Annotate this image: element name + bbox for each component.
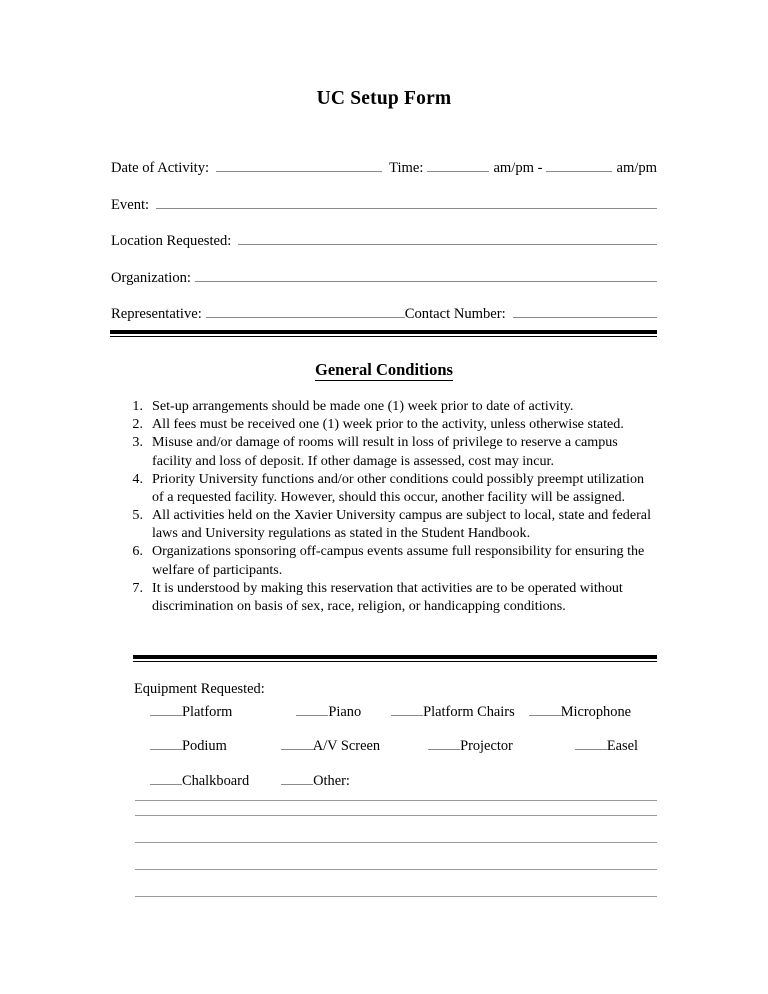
equipment-option-projector[interactable]	[428, 737, 513, 756]
divider-rule-middle	[133, 655, 657, 662]
list-item-text: All fees must be received one (1) week prior to the activity, unless otherwise stated.	[152, 416, 624, 433]
equipment-label: Chalkboard	[182, 773, 250, 790]
equipment-label: Microphone	[560, 703, 632, 720]
divider-rule-top	[110, 330, 657, 337]
equipment-checkbox-blank[interactable]	[281, 737, 313, 751]
equipment-section	[134, 681, 657, 790]
notes-writing-lines	[135, 793, 657, 897]
notes-line[interactable]	[135, 800, 657, 801]
general-conditions-list	[128, 397, 658, 615]
list-item-number: 7.	[132, 579, 143, 596]
equipment-label: Platform	[182, 703, 233, 720]
list-item	[128, 433, 658, 469]
equipment-option-chalkboard[interactable]	[150, 771, 249, 790]
list-item	[128, 415, 658, 433]
field-row-location	[111, 231, 657, 251]
contact-number-label: Contact Number:	[404, 306, 506, 323]
time-label: Time:	[389, 159, 424, 176]
page-title: UC Setup Form	[316, 88, 452, 109]
list-item-number: 2.	[132, 416, 143, 433]
list-item-number: 5.	[132, 507, 143, 524]
list-item-text: All activities held on the Xavier University campus are subject to local, state and federal laws and University regulations as stated in the Student Handbook.	[152, 507, 651, 542]
list-item-number: 4.	[132, 470, 143, 487]
ampm-start-label: am/pm -	[493, 159, 543, 176]
equipment-checkbox-blank[interactable]	[428, 737, 460, 751]
list-item-number: 3.	[132, 434, 143, 451]
equipment-option-microphone[interactable]	[529, 702, 631, 721]
event-blank[interactable]	[156, 195, 657, 209]
equipment-option-podium[interactable]	[150, 737, 227, 756]
location-requested-label: Location Requested:	[111, 233, 232, 250]
equipment-option-av-screen[interactable]	[281, 737, 380, 756]
contact-number-blank[interactable]	[513, 305, 657, 319]
equipment-option-platform-chairs[interactable]	[391, 702, 515, 721]
notes-line[interactable]	[135, 896, 657, 897]
equipment-label: Other:	[313, 773, 350, 790]
notes-line[interactable]	[135, 869, 657, 870]
equipment-label: A/V Screen	[312, 738, 381, 755]
ampm-end-label: am/pm	[616, 159, 658, 176]
equipment-checkbox-blank[interactable]	[529, 702, 561, 716]
field-row-representative	[111, 305, 657, 325]
list-item-text: It is understood by making this reservation that activities are to be operated without discrimination on basis of sex, race, religion, or handicapping conditions.	[152, 579, 623, 614]
equipment-label: Platform Chairs	[423, 703, 515, 720]
equipment-checkbox-blank[interactable]	[150, 702, 182, 716]
equipment-row-3	[134, 771, 657, 790]
representative-label: Representative:	[111, 306, 202, 323]
general-conditions-heading-text: General Conditions	[315, 360, 453, 379]
time-start-blank[interactable]	[427, 158, 489, 172]
event-label: Event:	[111, 196, 150, 213]
equipment-label: Podium	[182, 738, 227, 755]
equipment-label: Easel	[606, 738, 638, 755]
field-row-event	[111, 195, 657, 215]
list-item-number: 6.	[132, 543, 143, 560]
equipment-checkbox-blank[interactable]	[575, 737, 607, 751]
organization-blank[interactable]	[195, 268, 657, 282]
list-item	[128, 397, 658, 415]
equipment-option-easel[interactable]	[575, 737, 638, 756]
general-conditions-heading	[0, 360, 768, 380]
notes-line[interactable]	[135, 815, 657, 816]
equipment-option-other[interactable]	[281, 771, 350, 790]
list-item-number: 1.	[132, 398, 143, 414]
organization-label: Organization:	[111, 269, 191, 286]
equipment-label: Projector	[460, 738, 513, 755]
list-item-text: Priority University functions and/or other conditions could possibly preempt utilization of a requested facility. However, should this occur, another facility will be assigned.	[152, 470, 645, 505]
equipment-row-1	[134, 702, 657, 721]
notes-line[interactable]	[135, 842, 657, 843]
location-requested-blank[interactable]	[238, 231, 657, 245]
equipment-checkbox-blank[interactable]	[150, 771, 182, 785]
list-item	[128, 470, 658, 506]
field-row-organization	[111, 268, 657, 288]
list-item-text: Organizations sponsoring off-campus events assume full responsibility for ensuring the welfare of participants.	[152, 543, 645, 578]
equipment-option-platform[interactable]	[150, 702, 232, 721]
equipment-row-2	[134, 737, 657, 756]
form-fields-section	[111, 158, 657, 324]
representative-blank[interactable]	[206, 305, 405, 319]
equipment-checkbox-blank[interactable]	[150, 737, 182, 751]
equipment-heading: Equipment Requested:	[134, 681, 265, 697]
list-item	[128, 506, 658, 542]
date-of-activity-blank[interactable]	[216, 158, 382, 172]
equipment-option-piano[interactable]	[296, 702, 361, 721]
equipment-label: Piano	[328, 703, 362, 720]
equipment-checkbox-blank[interactable]	[281, 771, 313, 785]
list-item-text: Misuse and/or damage of rooms will result in loss of privilege to reserve a campus facility and loss of deposit. If other damage is assessed, cost may incur.	[152, 434, 618, 469]
field-row-date-time	[111, 158, 657, 178]
list-item	[128, 579, 658, 615]
list-item-text: Set-up arrangements should be made one (1) week prior to date of activity.	[152, 398, 574, 414]
time-end-blank[interactable]	[546, 158, 612, 172]
equipment-checkbox-blank[interactable]	[391, 702, 423, 716]
date-of-activity-label: Date of Activity:	[111, 159, 210, 176]
list-item	[128, 542, 658, 578]
equipment-checkbox-blank[interactable]	[296, 702, 328, 716]
